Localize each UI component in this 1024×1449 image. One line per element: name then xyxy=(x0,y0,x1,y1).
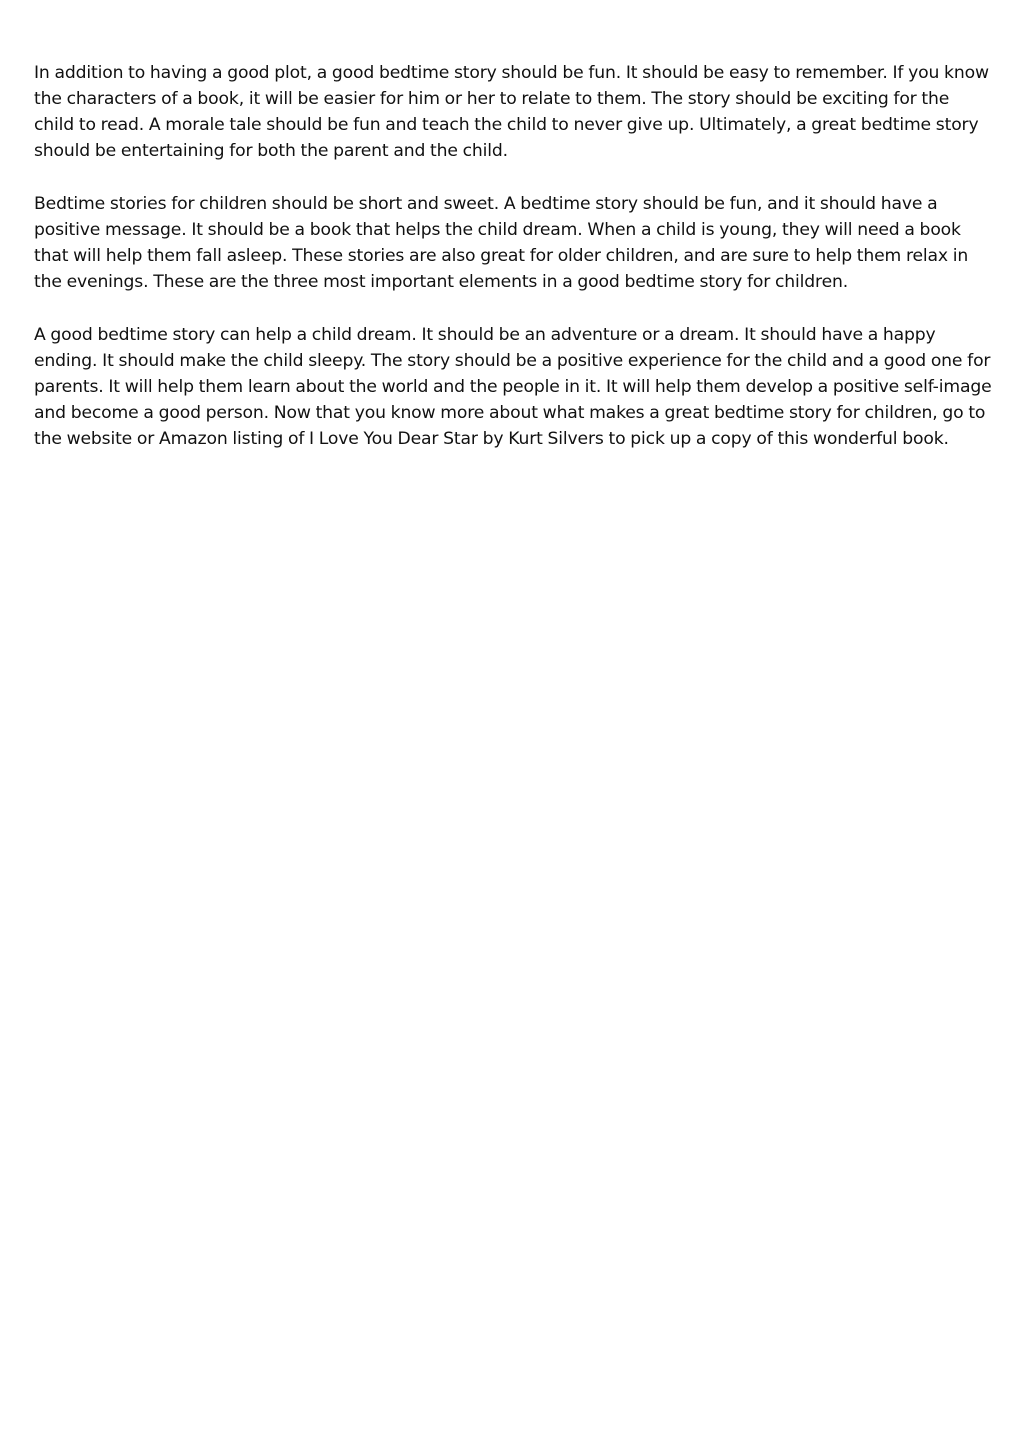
document-page xyxy=(34,60,992,479)
paragraph-3: A good bedtime story can help a child dream. It should be an adventure or a dream. It should have a happy ending. It should make the child sleepy. The story should be a positive experience for the child and a good one for parents. It will help them learn about the world and the people in it. It will help them develop a positive self-image and become a good person. Now that you know more about what makes a great bedtime story for children, go to the website or Amazon listing of I Love You Dear Star by Kurt Silvers to pick up a copy of this wonderful book. xyxy=(34,325,992,449)
paragraph-2: Bedtime stories for children should be short and sweet. A bedtime story should be fun, and it should have a positive message. It should be a book that helps the child dream. When a child is young, they will need a book that will help them fall asleep. These stories are also great for older children, and are sure to help them relax in the evenings. These are the three most important elements in a good bedtime story for children. xyxy=(34,194,969,292)
paragraph-1: In addition to having a good plot, a good bedtime story should be fun. It should be easy to remember. If you know the characters of a book, it will be easier for him or her to relate to them. The story should be exciting for the child to read. A morale tale should be fun and teach the child to never give up. Ultimately, a great bedtime story should be entertaining for both the parent and the child. xyxy=(34,63,989,161)
